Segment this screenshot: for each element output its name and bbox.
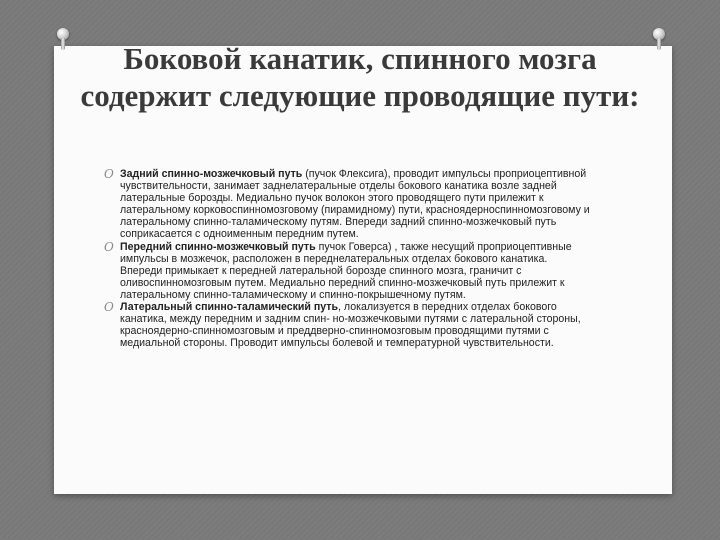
pathway-description: , локализуется в передних отделах бокового канатика, между передним и задним спин- но-мозжечковыми путями с латеральной стороны, красноядерно-спинномозговым и преддверно-спинномозговым проводящими путями с медиальной стороны. Проводит импульсы болевой и температурной чувствительности. [120,301,581,350]
list-item [104,239,590,301]
pathway-description: пучок Говерса) , также несущий проприоцептивные импульсы в мозжечок, расположен в переднелатеральных отделах бокового канатика. Впереди примыкает к передней латеральной борозде спинного мозга, граничит с оливоспинномозговым путем. Медиально передний спинно-мозжечковый путь прилежит к латеральному спинно-таламическому и спинно-покрышечному путям. [120,240,572,301]
pathway-description: (пучок Флексига), проводит импульсы проприоцептивной чувствительности, занимает заднелатеральные отделы бокового канатика возле задней латеральные борозды. Медиально пучок волокон этого проводящего пути прилежит к латеральному корковоспинномозговому (пирамидному) пути, красноядерноспинномозговому и латеральному спинно-таламическому путям. Впереди задний спинно-мозжечковый путь соприкасается с одноименным передним путем. [120,168,590,241]
bullet-marker-icon: O [104,300,114,315]
bullet-list [104,167,590,350]
pathway-name: Передний спинно-мозжечковый путь [120,240,316,253]
bullet-marker-icon: O [104,167,114,181]
bullet-marker-icon: O [104,239,114,254]
pathway-name: Латеральный спинно-таламический путь [120,301,339,314]
list-item [104,167,590,241]
slide-title: Боковой канатик, спинного мозга содержит следующие проводящие пути: [80,41,640,113]
pathway-name: Задний спинно-мозжечковый путь [120,168,303,180]
list-item [104,300,590,350]
